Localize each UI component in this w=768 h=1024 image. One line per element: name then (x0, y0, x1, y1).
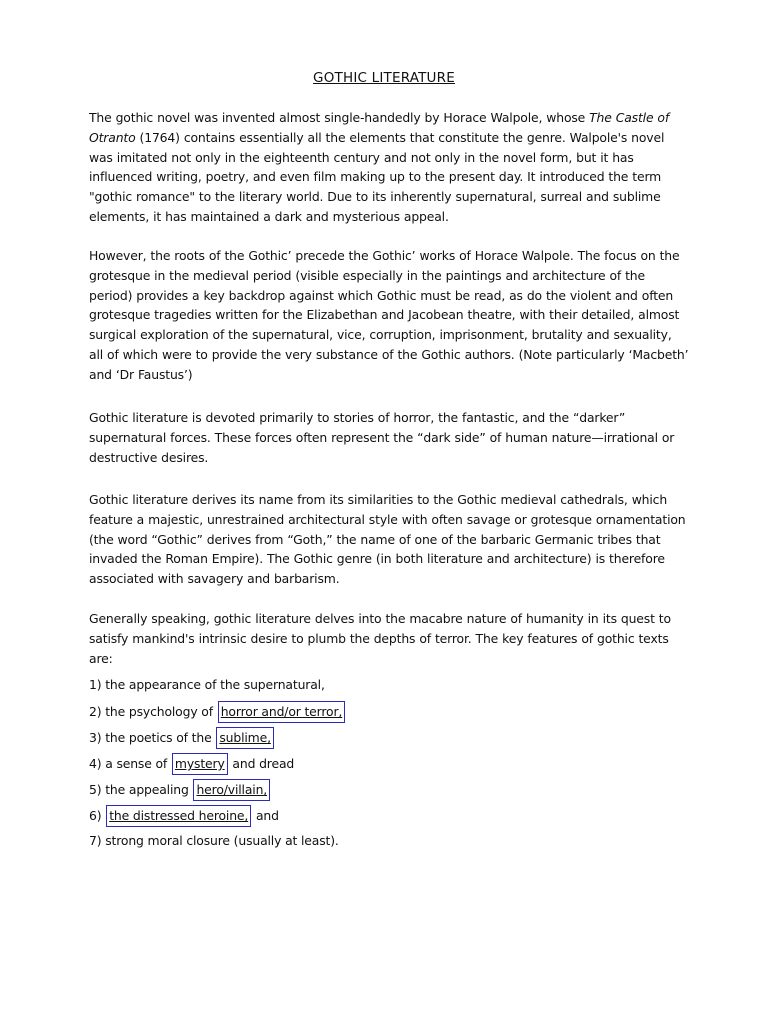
list-item-6-prefix: 6) (89, 808, 106, 823)
list-item-1: 1) the appearance of the supernatural, (89, 677, 325, 692)
link-mystery[interactable]: mystery (172, 753, 228, 775)
list-item-5 (89, 779, 271, 801)
link-horror-terror[interactable]: horror and/or terror, (218, 701, 346, 723)
paragraph-1-text-b: (1764) contains essentially all the elements that constitute the genre. Walpole's novel was imitated not only in the eighteenth century and not only in the novel form, but it has influenced writing, poetry, and even film making up to the present day. It introduced the term "gothic romance" to the literary world. Due to its inherently supernatural, surreal and sublime elements, it has maintained a dark and mysterious appeal. (89, 129, 665, 224)
link-distressed-heroine[interactable]: the distressed heroine, (106, 805, 251, 827)
link-sublime[interactable]: sublime, (216, 727, 274, 749)
list-item-4 (89, 753, 294, 775)
list-item-6-suffix: and (252, 808, 279, 823)
list-item-2-prefix: 2) the psychology of (89, 704, 217, 719)
paragraph-1-text-a: The gothic novel was invented almost single-handedly by Horace Walpole, whose (89, 110, 590, 125)
list-item-2 (89, 701, 346, 723)
paragraph-4: Gothic literature derives its name from its similarities to the Gothic medieval cathedrals, which feature a majestic, unrestrained architectural style with often savage or grotesque ornamentation (the word “Gothic” derives from “Goth,” the name of one of the barbaric Germanic tribes that invaded the Roman Empire). The Gothic genre (in both literature and architecture) is therefore associated with savagery and barbarism. (89, 492, 686, 587)
list-item-6 (89, 805, 279, 827)
paragraph-1 (89, 108, 689, 227)
list-item-4-suffix: and dread (228, 756, 295, 771)
link-hero-villain[interactable]: hero/villain, (193, 779, 270, 801)
list-item-3-prefix: 3) the poetics of the (89, 730, 216, 745)
list-item-7: 7) strong moral closure (usually at least). (89, 833, 339, 848)
list-item-4-prefix: 4) a sense of (89, 756, 171, 771)
list-item-5-prefix: 5) the appealing (89, 782, 193, 797)
paragraph-2: However, the roots of the Gothic’ precede the Gothic’ works of Horace Walpole. The focus on the grotesque in the medieval period (visible especially in the paintings and architecture of the period) provides a key backdrop against which Gothic must be read, as do the violent and often grotesque tragedies written for the Elizabethan and Jacobean theatre, with their detailed, almost surgical exploration of the supernatural, vice, corruption, imprisonment, brutality and sexuality, all of which were to provide the very substance of the Gothic authors. (Note particularly ‘Macbeth’ and ‘Dr Faustus’) (89, 248, 689, 382)
paragraph-3: Gothic literature is devoted primarily to stories of horror, the fantastic, and the “darker” supernatural forces. These forces often represent the “dark side” of human nature—irrational or destructive desires. (89, 410, 675, 465)
list-item-3 (89, 727, 275, 749)
page-title: GOTHIC LITERATURE (313, 70, 455, 86)
paragraph-5: Generally speaking, gothic literature delves into the macabre nature of humanity in its quest to satisfy mankind's intrinsic desire to plumb the depths of terror. The key features of gothic texts are: (89, 611, 671, 666)
book-title-italic: The Castle of Otranto (89, 110, 670, 145)
